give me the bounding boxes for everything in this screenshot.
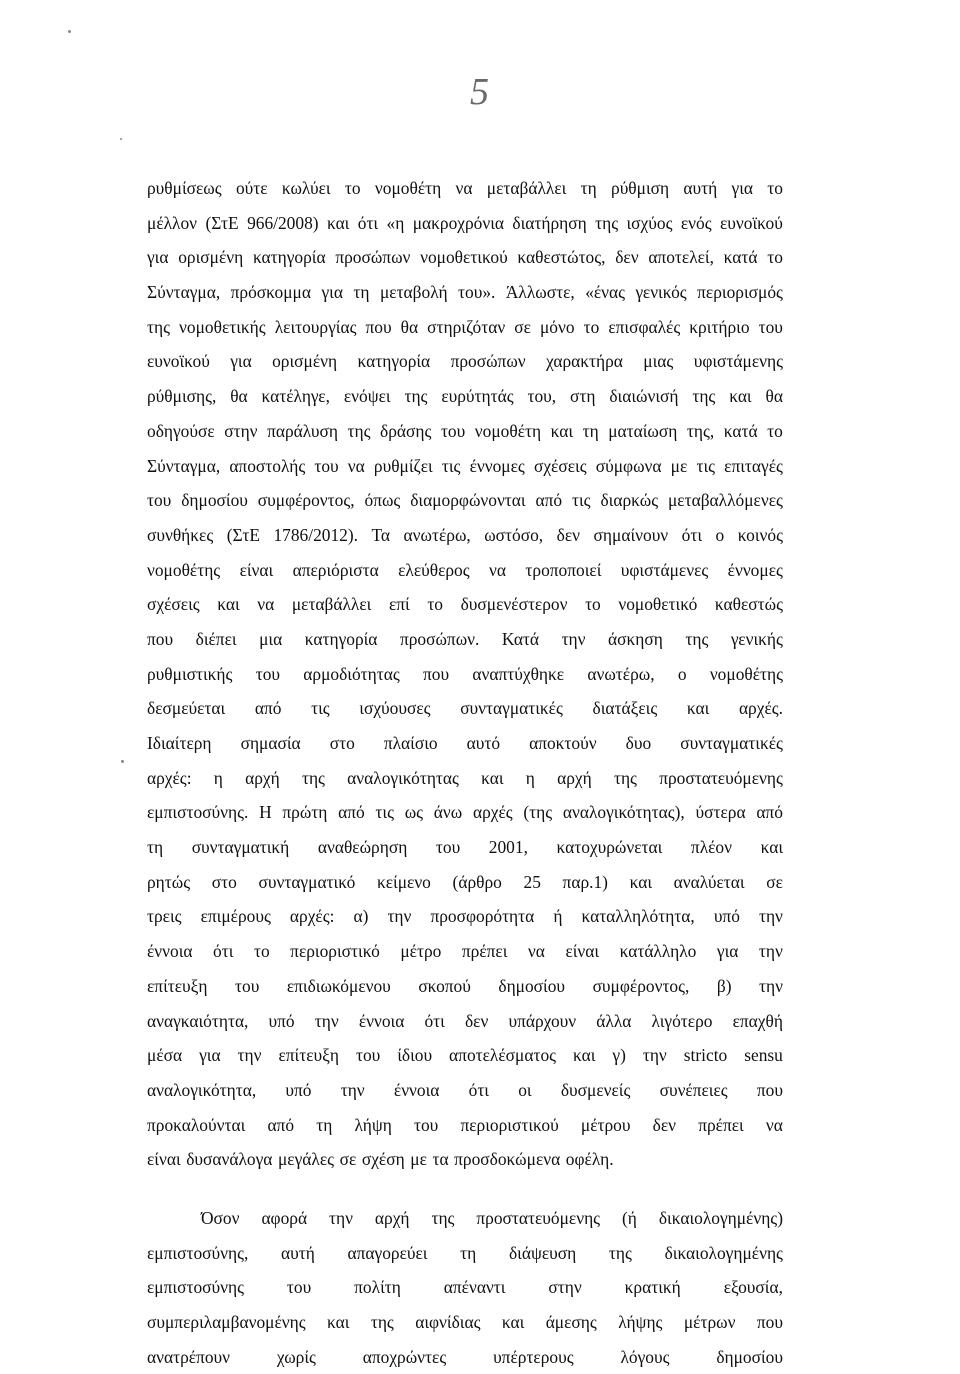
scan-speck [68, 30, 71, 33]
text-line: του δημοσίου συμφέροντος, όπως διαμορφώνονται από τις διαρκώς μεταβαλλόμενες [147, 490, 783, 511]
text-line: εμπιστοσύνης, αυτή απαγορεύει τη διάψευση της δικαιολογημένης [147, 1242, 783, 1263]
text-line: τη συνταγματική αναθεώρηση του 2001, κατοχυρώνεται πλέον και [147, 837, 783, 858]
text-line: συμπεριλαμβανομένης και της αιφνίδιας και άμεσης λήψης μέτρων που [147, 1312, 783, 1332]
text-line: μέλλον (ΣτΕ 966/2008) και ότι «η μακροχρόνια διατήρηση της ισχύος ενός ευνοϊκού [147, 212, 783, 233]
text-line: αρχές: η αρχή της αναλογικότητας και η αρχή της προστατευόμενης [147, 767, 783, 788]
text-line: επίτευξη του επιδιωκόμενου σκοπού δημοσίου συμφέροντος, β) την [147, 975, 783, 996]
text-line: ανατρέπουν χωρίς αποχρώντες υπέρτερους λόγους δημοσίου [147, 1346, 783, 1367]
text-line: νομοθέτης είναι απεριόριστα ελεύθερος να τροποποιεί υφιστάμενες έννομες [147, 559, 783, 580]
text-line: Ιδιαίτερη σημασία στο πλαίσιο αυτό αποκτούν δυο συνταγματικές [147, 733, 783, 753]
text-line: εμπιστοσύνης του πολίτη απέναντι στην κρατική εξουσία, [147, 1277, 783, 1298]
paragraph-legitimate-expectation [147, 1201, 783, 1374]
text-line: που διέπει μια κατηγορία προσώπων. Κατά την άσκηση της γενικής [147, 628, 783, 649]
text-line: μέσα για την επίτευξη του ίδιου αποτελέσματος και γ) την stricto sensu [147, 1045, 783, 1066]
text-line: προκαλούνται από τη λήψη του περιοριστικού μέτρου δεν πρέπει να [147, 1114, 783, 1135]
text-line: οδηγούσε στην παράλυση της δράσης του νομοθέτη και τη ματαίωση της, κατά το [147, 420, 783, 441]
document-body [147, 171, 783, 1374]
text-line: Σύνταγμα, πρόσκομμα για τη μεταβολή του». Άλλωστε, «ένας γενικός περιορισμός [147, 282, 783, 303]
text-line: έννοια ότι το περιοριστικό μέτρο πρέπει να είναι κατάλληλο για την [147, 941, 783, 962]
page-number: 5 [470, 71, 489, 113]
text-line: για ορισμένη κατηγορία προσώπων νομοθετικού καθεστώτος, δεν αποτελεί, κατά το [147, 247, 783, 268]
text-line: σχέσεις και να μεταβάλλει επί το δυσμενέστερον το νομοθετικό καθεστώς [147, 594, 783, 615]
paragraph-gap [147, 1177, 783, 1201]
text-line: ρύθμισης, θα κατέληγε, ενόψει της ευρύτητάς του, στη διαιώνισή της και θα [147, 386, 783, 407]
scan-speck [120, 138, 122, 140]
text-line: αναλογικότητα, υπό την έννοια ότι οι δυσμενείς συνέπειες που [147, 1079, 783, 1100]
text-line: Όσον αφορά την αρχή της προστατευόμενης (ή δικαιολογημένης) [201, 1207, 783, 1228]
text-line: συνθήκες (ΣτΕ 1786/2012). Τα ανωτέρω, ωστόσο, δεν σημαίνουν ότι ο κοινός [147, 524, 783, 545]
paragraph-proportionality [147, 171, 783, 1177]
text-line: εμπιστοσύνης. Η πρώτη από τις ως άνω αρχές (της αναλογικότητας), ύστερα από [147, 802, 783, 823]
scan-speck [121, 760, 124, 763]
text-line: αναγκαιότητα, υπό την έννοια ότι δεν υπάρχουν άλλα λιγότερο επαχθή [147, 1010, 783, 1031]
text-line: ρητώς στο συνταγματικό κείμενο (άρθρο 25 παρ.1) και αναλύεται σε [147, 871, 783, 892]
text-line: ρυθμίσεως ούτε κωλύει το νομοθέτη να μεταβάλλει τη ρύθμιση αυτή για το [147, 178, 783, 198]
text-line: δεσμεύεται από τις ισχύουσες συνταγματικές διατάξεις και αρχές. [147, 698, 783, 719]
text-line: ρυθμιστικής του αρμοδιότητας που αναπτύχθηκε ανωτέρω, ο νομοθέτης [147, 663, 783, 684]
text-line: Σύνταγμα, αποστολής του να ρυθμίζει τις έννομες σχέσεις σύμφωνα με τις επιταγές [147, 455, 783, 476]
text-line: είναι δυσανάλογα μεγάλες σε σχέση με τα προσδοκώμενα οφέλη. [147, 1149, 614, 1170]
text-line: της νομοθετικής λειτουργίας που θα στηριζόταν σε μόνο το επισφαλές κριτήριο του [147, 316, 783, 337]
text-line: τρεις επιμέρους αρχές: α) την προσφορότητα ή καταλληλότητα, υπό την [147, 906, 783, 927]
text-line: ευνοϊκού για ορισμένη κατηγορία προσώπων χαρακτήρα μιας υφιστάμενης [147, 351, 783, 372]
